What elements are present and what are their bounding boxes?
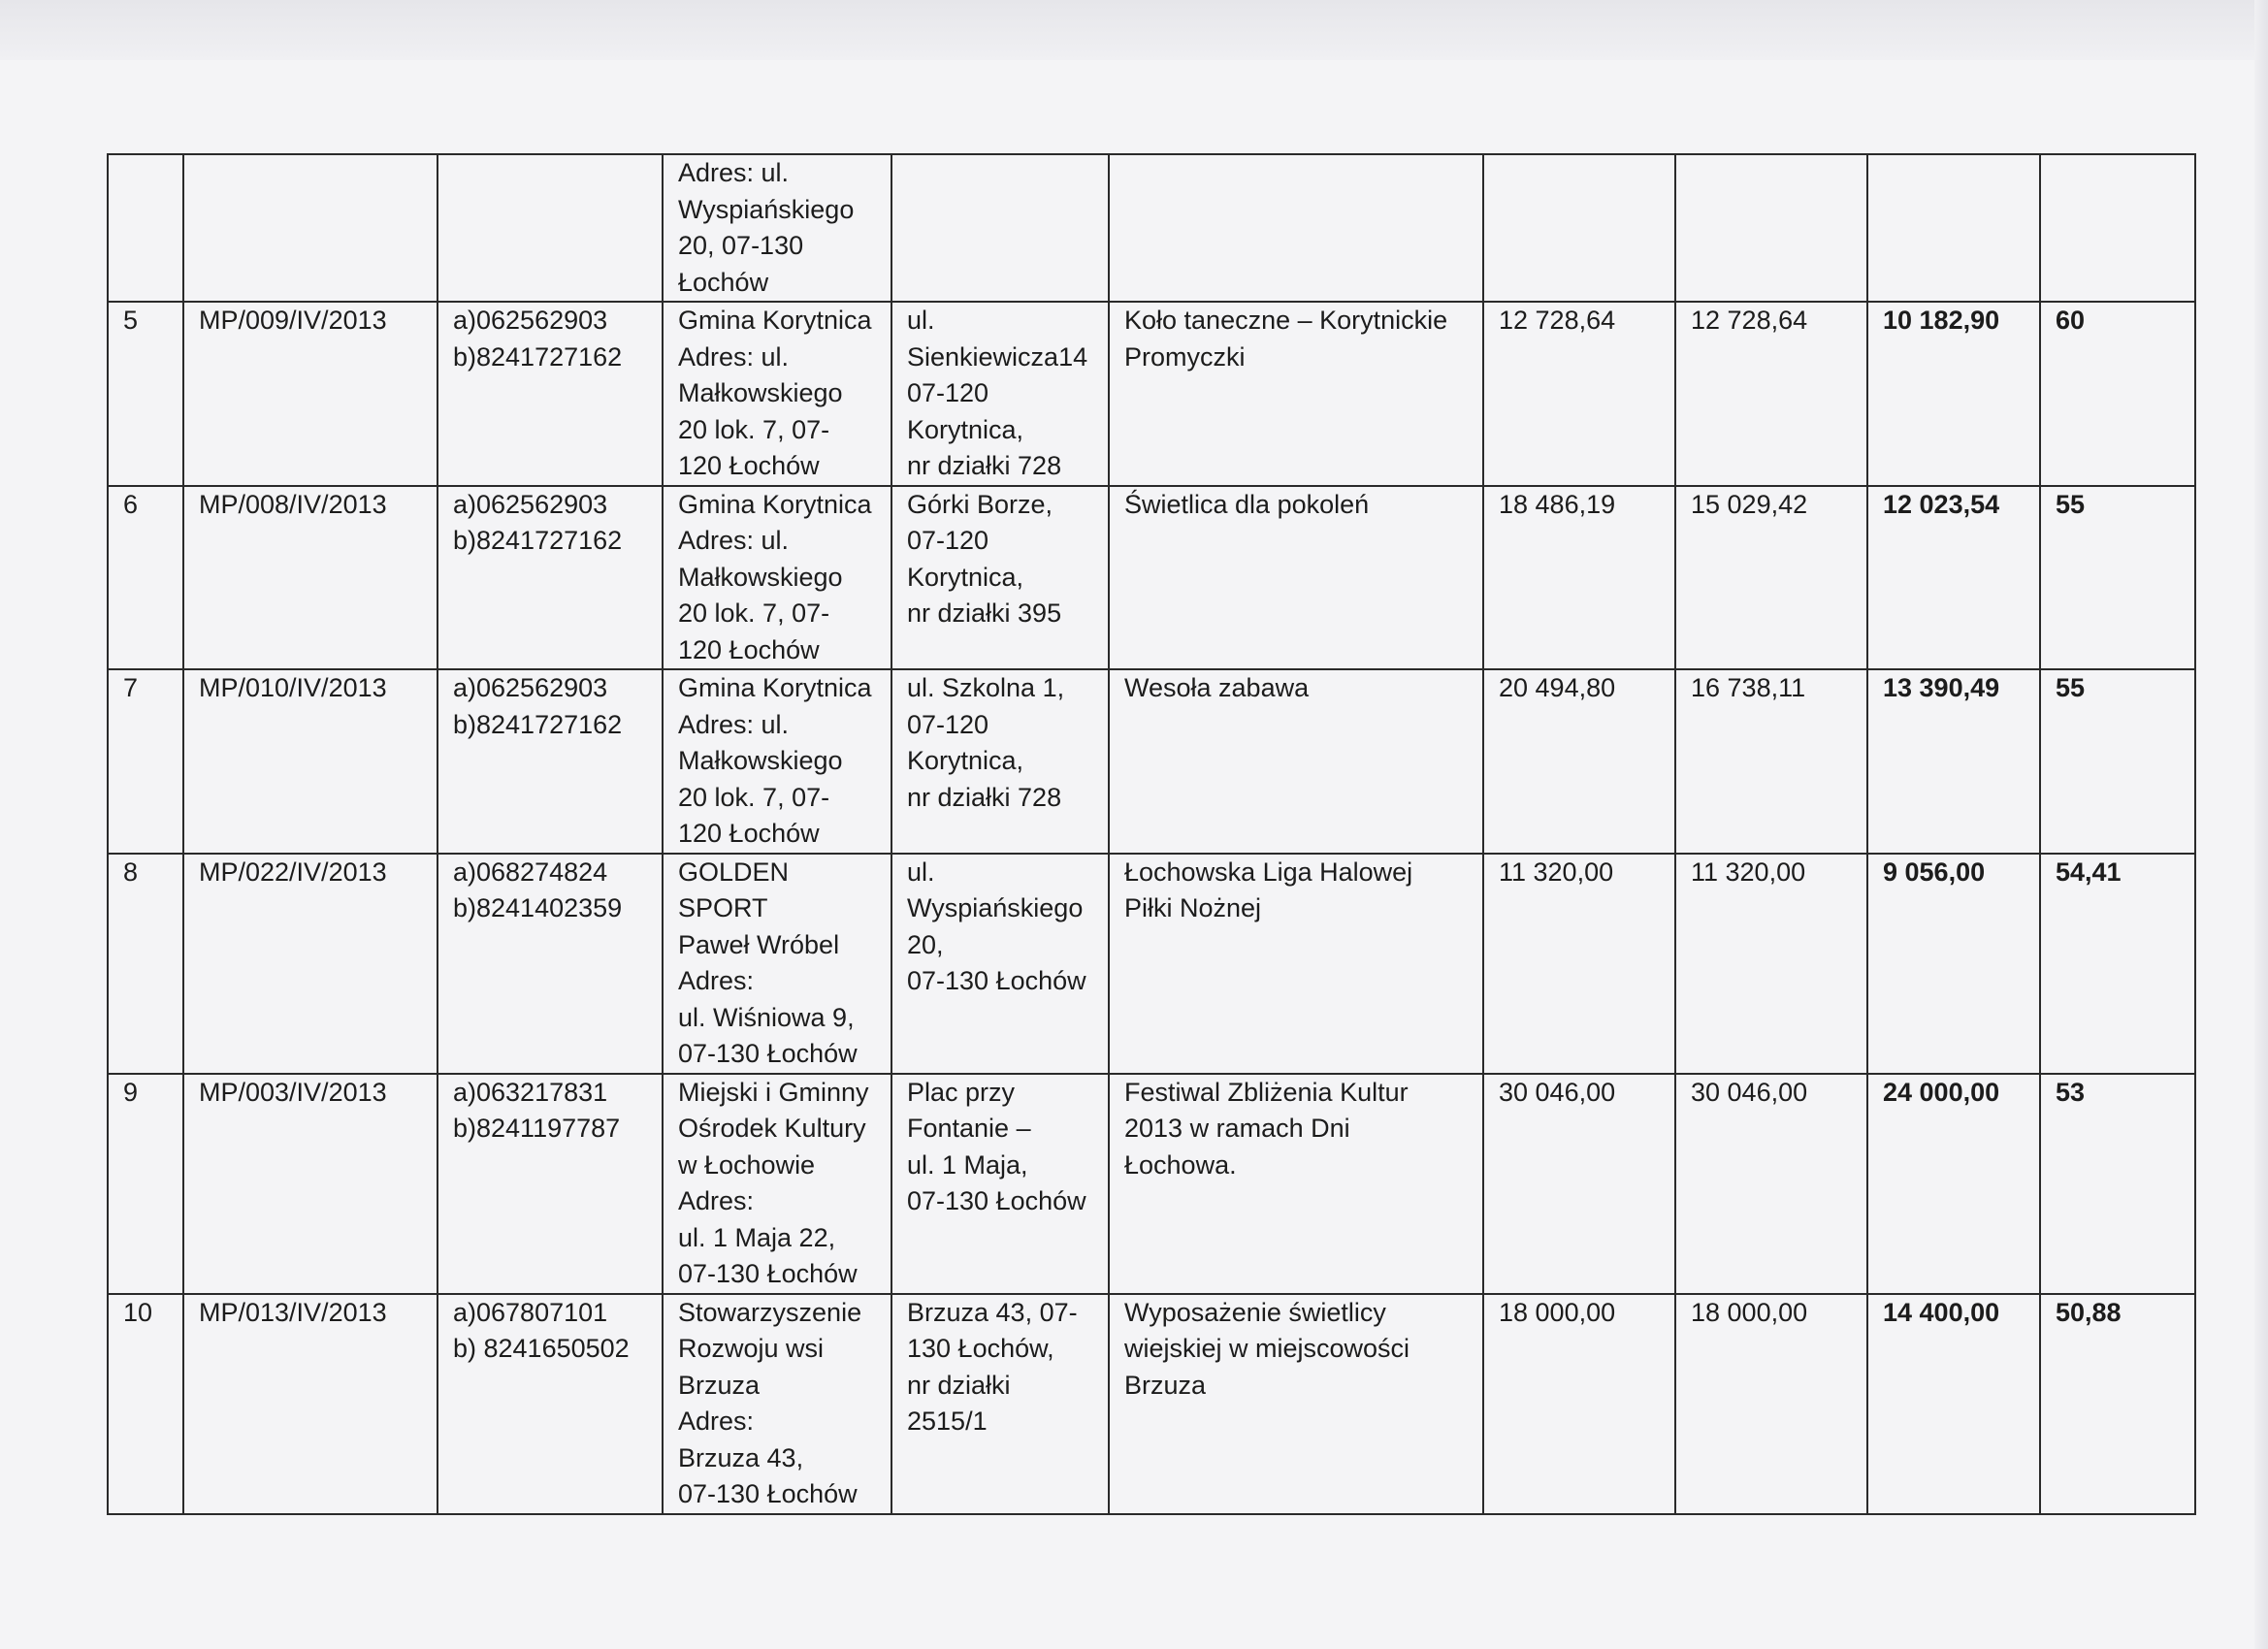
cell-score: 55 (2040, 669, 2195, 854)
cell-total-cost: 12 728,64 (1483, 302, 1675, 486)
cell-ids: a)063217831 b)8241197787 (437, 1074, 663, 1294)
cell-applicant: Miejski i Gminny Ośrodek Kultury w Łochowie Adres: ul. 1 Maja 22, 07-130 Łochów (663, 1074, 891, 1294)
cell-score: 54,41 (2040, 854, 2195, 1074)
cell-score: 50,88 (2040, 1294, 2195, 1514)
cell-no: 5 (108, 302, 183, 486)
cell-location: Plac przy Fontanie – ul. 1 Maja, 07-130 Łochów (891, 1074, 1109, 1294)
cell-total-cost (1483, 154, 1675, 302)
cell-task (1109, 154, 1483, 302)
cell-no: 10 (108, 1294, 183, 1514)
cell-ref: MP/022/IV/2013 (183, 854, 437, 1074)
cell-location: Brzuza 43, 07- 130 Łochów, nr działki 2515/1 (891, 1294, 1109, 1514)
cell-location: ul. Szkolna 1, 07-120 Korytnica, nr działki 728 (891, 669, 1109, 854)
cell-no: 8 (108, 854, 183, 1074)
continuation-row (108, 154, 2195, 302)
cell-task: Wyposażenie świetlicy wiejskiej w miejscowości Brzuza (1109, 1294, 1483, 1514)
cell-task: Festiwal Zbliżenia Kultur 2013 w ramach Dni Łochowa. (1109, 1074, 1483, 1294)
cell-score: 55 (2040, 486, 2195, 670)
table-row (108, 669, 2195, 854)
cell-no: 6 (108, 486, 183, 670)
cell-no: 9 (108, 1074, 183, 1294)
cell-ref: MP/013/IV/2013 (183, 1294, 437, 1514)
cell-grant: 12 023,54 (1867, 486, 2040, 670)
cell-ids (437, 154, 663, 302)
cell-ids: a)068274824 b)8241402359 (437, 854, 663, 1074)
cell-task: Świetlica dla pokoleń (1109, 486, 1483, 670)
cell-ids: a)062562903 b)8241727162 (437, 302, 663, 486)
cell-total-cost: 30 046,00 (1483, 1074, 1675, 1294)
cell-location: Górki Borze, 07-120 Korytnica, nr działki 395 (891, 486, 1109, 670)
cell-grant: 10 182,90 (1867, 302, 2040, 486)
table-row (108, 854, 2195, 1074)
cell-total-cost: 18 486,19 (1483, 486, 1675, 670)
cell-eligible-cost: 16 738,11 (1675, 669, 1867, 854)
cell-eligible-cost: 11 320,00 (1675, 854, 1867, 1074)
cell-ref: MP/009/IV/2013 (183, 302, 437, 486)
cell-grant: 24 000,00 (1867, 1074, 2040, 1294)
cell-eligible-cost: 30 046,00 (1675, 1074, 1867, 1294)
cell-eligible-cost (1675, 154, 1867, 302)
cell-location (891, 154, 1109, 302)
cell-grant (1867, 154, 2040, 302)
cell-score (2040, 154, 2195, 302)
cell-applicant: Adres: ul. Wyspiańskiego 20, 07-130 Łochów (663, 154, 891, 302)
scan-top-edge (0, 0, 2268, 60)
cell-applicant: Gmina Korytnica Adres: ul. Małkowskiego 20 lok. 7, 07- 120 Łochów (663, 302, 891, 486)
cell-location: ul. Sienkiewicza14 07-120 Korytnica, nr działki 728 (891, 302, 1109, 486)
cell-ref: MP/008/IV/2013 (183, 486, 437, 670)
cell-grant: 9 056,00 (1867, 854, 2040, 1074)
table-row (108, 1294, 2195, 1514)
cell-no (108, 154, 183, 302)
cell-eligible-cost: 15 029,42 (1675, 486, 1867, 670)
scan-right-edge (2254, 0, 2268, 1649)
cell-ref: MP/010/IV/2013 (183, 669, 437, 854)
cell-ref: MP/003/IV/2013 (183, 1074, 437, 1294)
cell-applicant: Stowarzyszenie Rozwoju wsi Brzuza Adres: Brzuza 43, 07-130 Łochów (663, 1294, 891, 1514)
cell-task: Koło taneczne – Korytnickie Promyczki (1109, 302, 1483, 486)
cell-applicant: Gmina Korytnica Adres: ul. Małkowskiego 20 lok. 7, 07- 120 Łochów (663, 486, 891, 670)
grant-results-table (107, 153, 2196, 1515)
cell-applicant: Gmina Korytnica Adres: ul. Małkowskiego 20 lok. 7, 07- 120 Łochów (663, 669, 891, 854)
cell-ids: a)067807101 b) 8241650502 (437, 1294, 663, 1514)
cell-grant: 13 390,49 (1867, 669, 2040, 854)
cell-no: 7 (108, 669, 183, 854)
cell-applicant: GOLDEN SPORT Paweł Wróbel Adres: ul. Wiśniowa 9, 07-130 Łochów (663, 854, 891, 1074)
cell-score: 60 (2040, 302, 2195, 486)
cell-ref (183, 154, 437, 302)
cell-grant: 14 400,00 (1867, 1294, 2040, 1514)
table-row (108, 1074, 2195, 1294)
cell-task: Wesoła zabawa (1109, 669, 1483, 854)
cell-eligible-cost: 18 000,00 (1675, 1294, 1867, 1514)
cell-ids: a)062562903 b)8241727162 (437, 486, 663, 670)
cell-total-cost: 18 000,00 (1483, 1294, 1675, 1514)
cell-location: ul. Wyspiańskiego 20, 07-130 Łochów (891, 854, 1109, 1074)
cell-score: 53 (2040, 1074, 2195, 1294)
cell-task: Łochowska Liga Halowej Piłki Nożnej (1109, 854, 1483, 1074)
table-row (108, 302, 2195, 486)
table-row (108, 486, 2195, 670)
cell-total-cost: 20 494,80 (1483, 669, 1675, 854)
cell-total-cost: 11 320,00 (1483, 854, 1675, 1074)
cell-eligible-cost: 12 728,64 (1675, 302, 1867, 486)
cell-ids: a)062562903 b)8241727162 (437, 669, 663, 854)
